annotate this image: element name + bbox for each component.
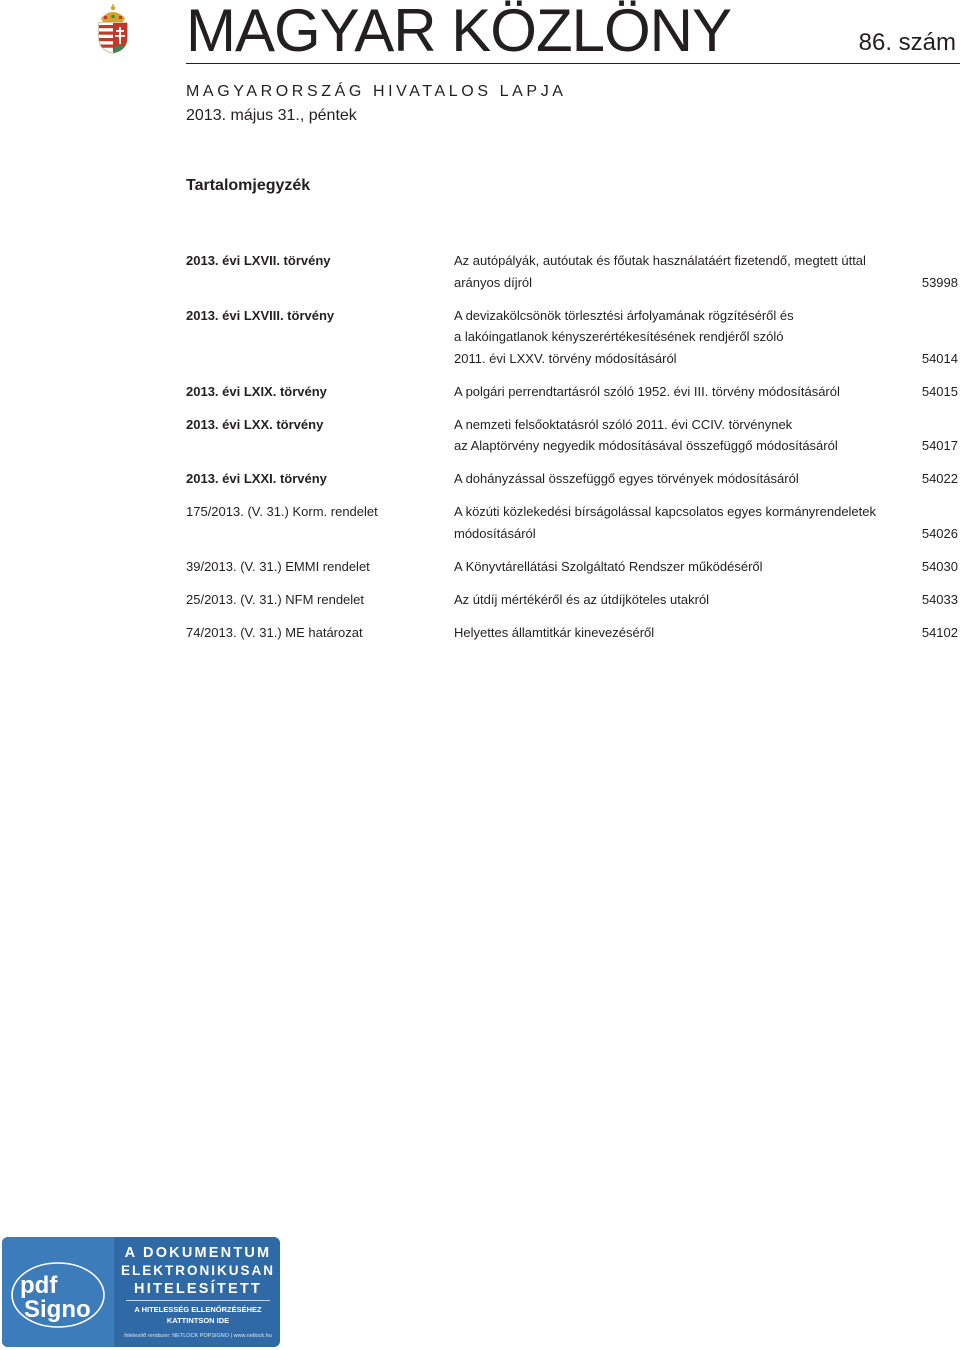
toc-entry[interactable] <box>186 250 958 293</box>
toc-entry[interactable] <box>186 589 958 611</box>
toc-entry-label: 25/2013. (V. 31.) NFM rendelet <box>186 591 365 607</box>
toc-entry-label: 175/2013. (V. 31.) Korm. rendelet <box>186 504 378 519</box>
toc-entry[interactable] <box>186 501 958 544</box>
toc-entry-description-line: A nemzeti felsőoktatásról szóló 2011. évi CCIV. törvénynek <box>454 416 793 432</box>
toc-entry-description-line: Helyettes államtitkár kinevezéséről <box>454 624 655 640</box>
toc-entry[interactable] <box>186 622 958 644</box>
toc-entry-description <box>454 381 888 403</box>
toc-entry-label: 74/2013. (V. 31.) ME határozat <box>186 624 363 640</box>
toc-entry-label: 2013. évi LXVIII. törvény <box>186 307 335 323</box>
toc-entry-description-line: A devizakölcsönök törlesztési árfolyamának rögzítéséről és <box>454 307 794 323</box>
issue-number: 86. szám <box>858 29 956 56</box>
toc-entry-page-number: 54102 <box>921 624 958 640</box>
toc-entry-description-line: arányos díjról <box>454 274 533 290</box>
toc-entry-label: 2013. évi LXIX. törvény <box>186 383 327 399</box>
toc-entry[interactable] <box>186 381 958 403</box>
toc-entry-description-line: A közúti közlekedési bírságolással kapcsolatos egyes kormányrendeletek <box>454 504 877 519</box>
publication-subtitle: MAGYARORSZÁG HIVATALOS LAPJA <box>186 83 567 100</box>
toc-entry[interactable] <box>186 414 958 457</box>
toc-entry-description <box>454 250 888 293</box>
toc-entry-page-number: 54022 <box>921 471 958 486</box>
toc-title: Tartalomjegyzék <box>186 177 311 194</box>
badge-line-1: A DOKUMENTUM <box>124 1245 272 1261</box>
toc-entry-description-line: az Alaptörvény negyedik módosításával összefüggő módosításáról <box>454 438 838 453</box>
toc-entry-page-number: 54026 <box>921 525 958 541</box>
toc-entry-description-line: Az autópályák, autóutak és főutak használatáért fizetendő, megtett úttal <box>454 253 866 268</box>
badge-footer: hitelesítő rendszer: NETLOCK POPSIGNO | www.netlock.hu <box>124 1333 272 1339</box>
hungarian-coat-of-arms-icon <box>96 4 130 54</box>
toc-entry-description-line: 2011. évi LXXV. törvény módosításáról <box>454 350 677 366</box>
toc-entry-page-number: 54014 <box>921 350 958 366</box>
svg-text:Signo: Signo <box>24 1296 91 1323</box>
publication-date: 2013. május 31., péntek <box>186 107 357 124</box>
toc-entry-label: 2013. évi LXX. törvény <box>186 416 324 432</box>
badge-click-here-link[interactable]: KATTINTSON IDE <box>166 1316 230 1325</box>
toc-entry-description-line: Az útdíj mértékéről és az útdíjköteles utakról <box>454 591 710 607</box>
toc-entry-description <box>454 414 888 457</box>
toc-entry-page-number: 54030 <box>921 558 958 574</box>
badge-divider <box>126 1300 270 1301</box>
toc-entry-label: 2013. évi LXXI. törvény <box>186 471 327 486</box>
toc-entry-description <box>454 468 888 490</box>
toc-entry-page-number: 54033 <box>921 591 958 607</box>
toc-entry[interactable] <box>186 556 958 578</box>
toc-entry-description <box>454 305 888 370</box>
toc-entry-page-number: 53998 <box>921 274 958 290</box>
toc-entry-description <box>454 501 888 544</box>
toc-entry-description-line: A dohányzással összefüggő egyes törvények módosításáról <box>454 471 799 486</box>
toc-entry[interactable] <box>186 468 958 490</box>
masthead-rule <box>186 63 960 64</box>
toc-entry-description-line: a lakóingatlanok kényszerértékesítésének rendjéről szóló <box>454 329 784 344</box>
table-of-contents <box>186 250 958 655</box>
digital-signature-badge[interactable] <box>2 1237 280 1347</box>
publication-title: MAGYAR KÖZLÖNY <box>186 0 731 64</box>
pdf-signo-logo-icon <box>10 1261 106 1329</box>
toc-entry-label: 39/2013. (V. 31.) EMMI rendelet <box>186 558 370 574</box>
badge-verify-text: A HITELESSÉG ELLENŐRZÉSÉHEZ <box>134 1305 262 1314</box>
toc-entry-description-line: módosításáról <box>454 525 536 541</box>
toc-entry-description-line: A Könyvtárellátási Szolgáltató Rendszer működéséről <box>454 558 763 574</box>
svg-text:pdf: pdf <box>20 1272 58 1299</box>
badge-line-2: ELEKTRONIKUSAN <box>120 1263 275 1278</box>
toc-entry-description <box>454 589 888 611</box>
badge-line-3: HITELESÍTETT <box>134 1281 262 1297</box>
toc-entry-description <box>454 556 888 578</box>
toc-entry-page-number: 54015 <box>921 383 958 399</box>
toc-entry-description-line: A polgári perrendtartásról szóló 1952. évi III. törvény módosításáról <box>454 383 840 399</box>
toc-entry-label: 2013. évi LXVII. törvény <box>186 253 331 268</box>
toc-entry[interactable] <box>186 305 958 370</box>
toc-entry-description <box>454 622 888 644</box>
toc-entry-page-number: 54017 <box>921 438 958 453</box>
